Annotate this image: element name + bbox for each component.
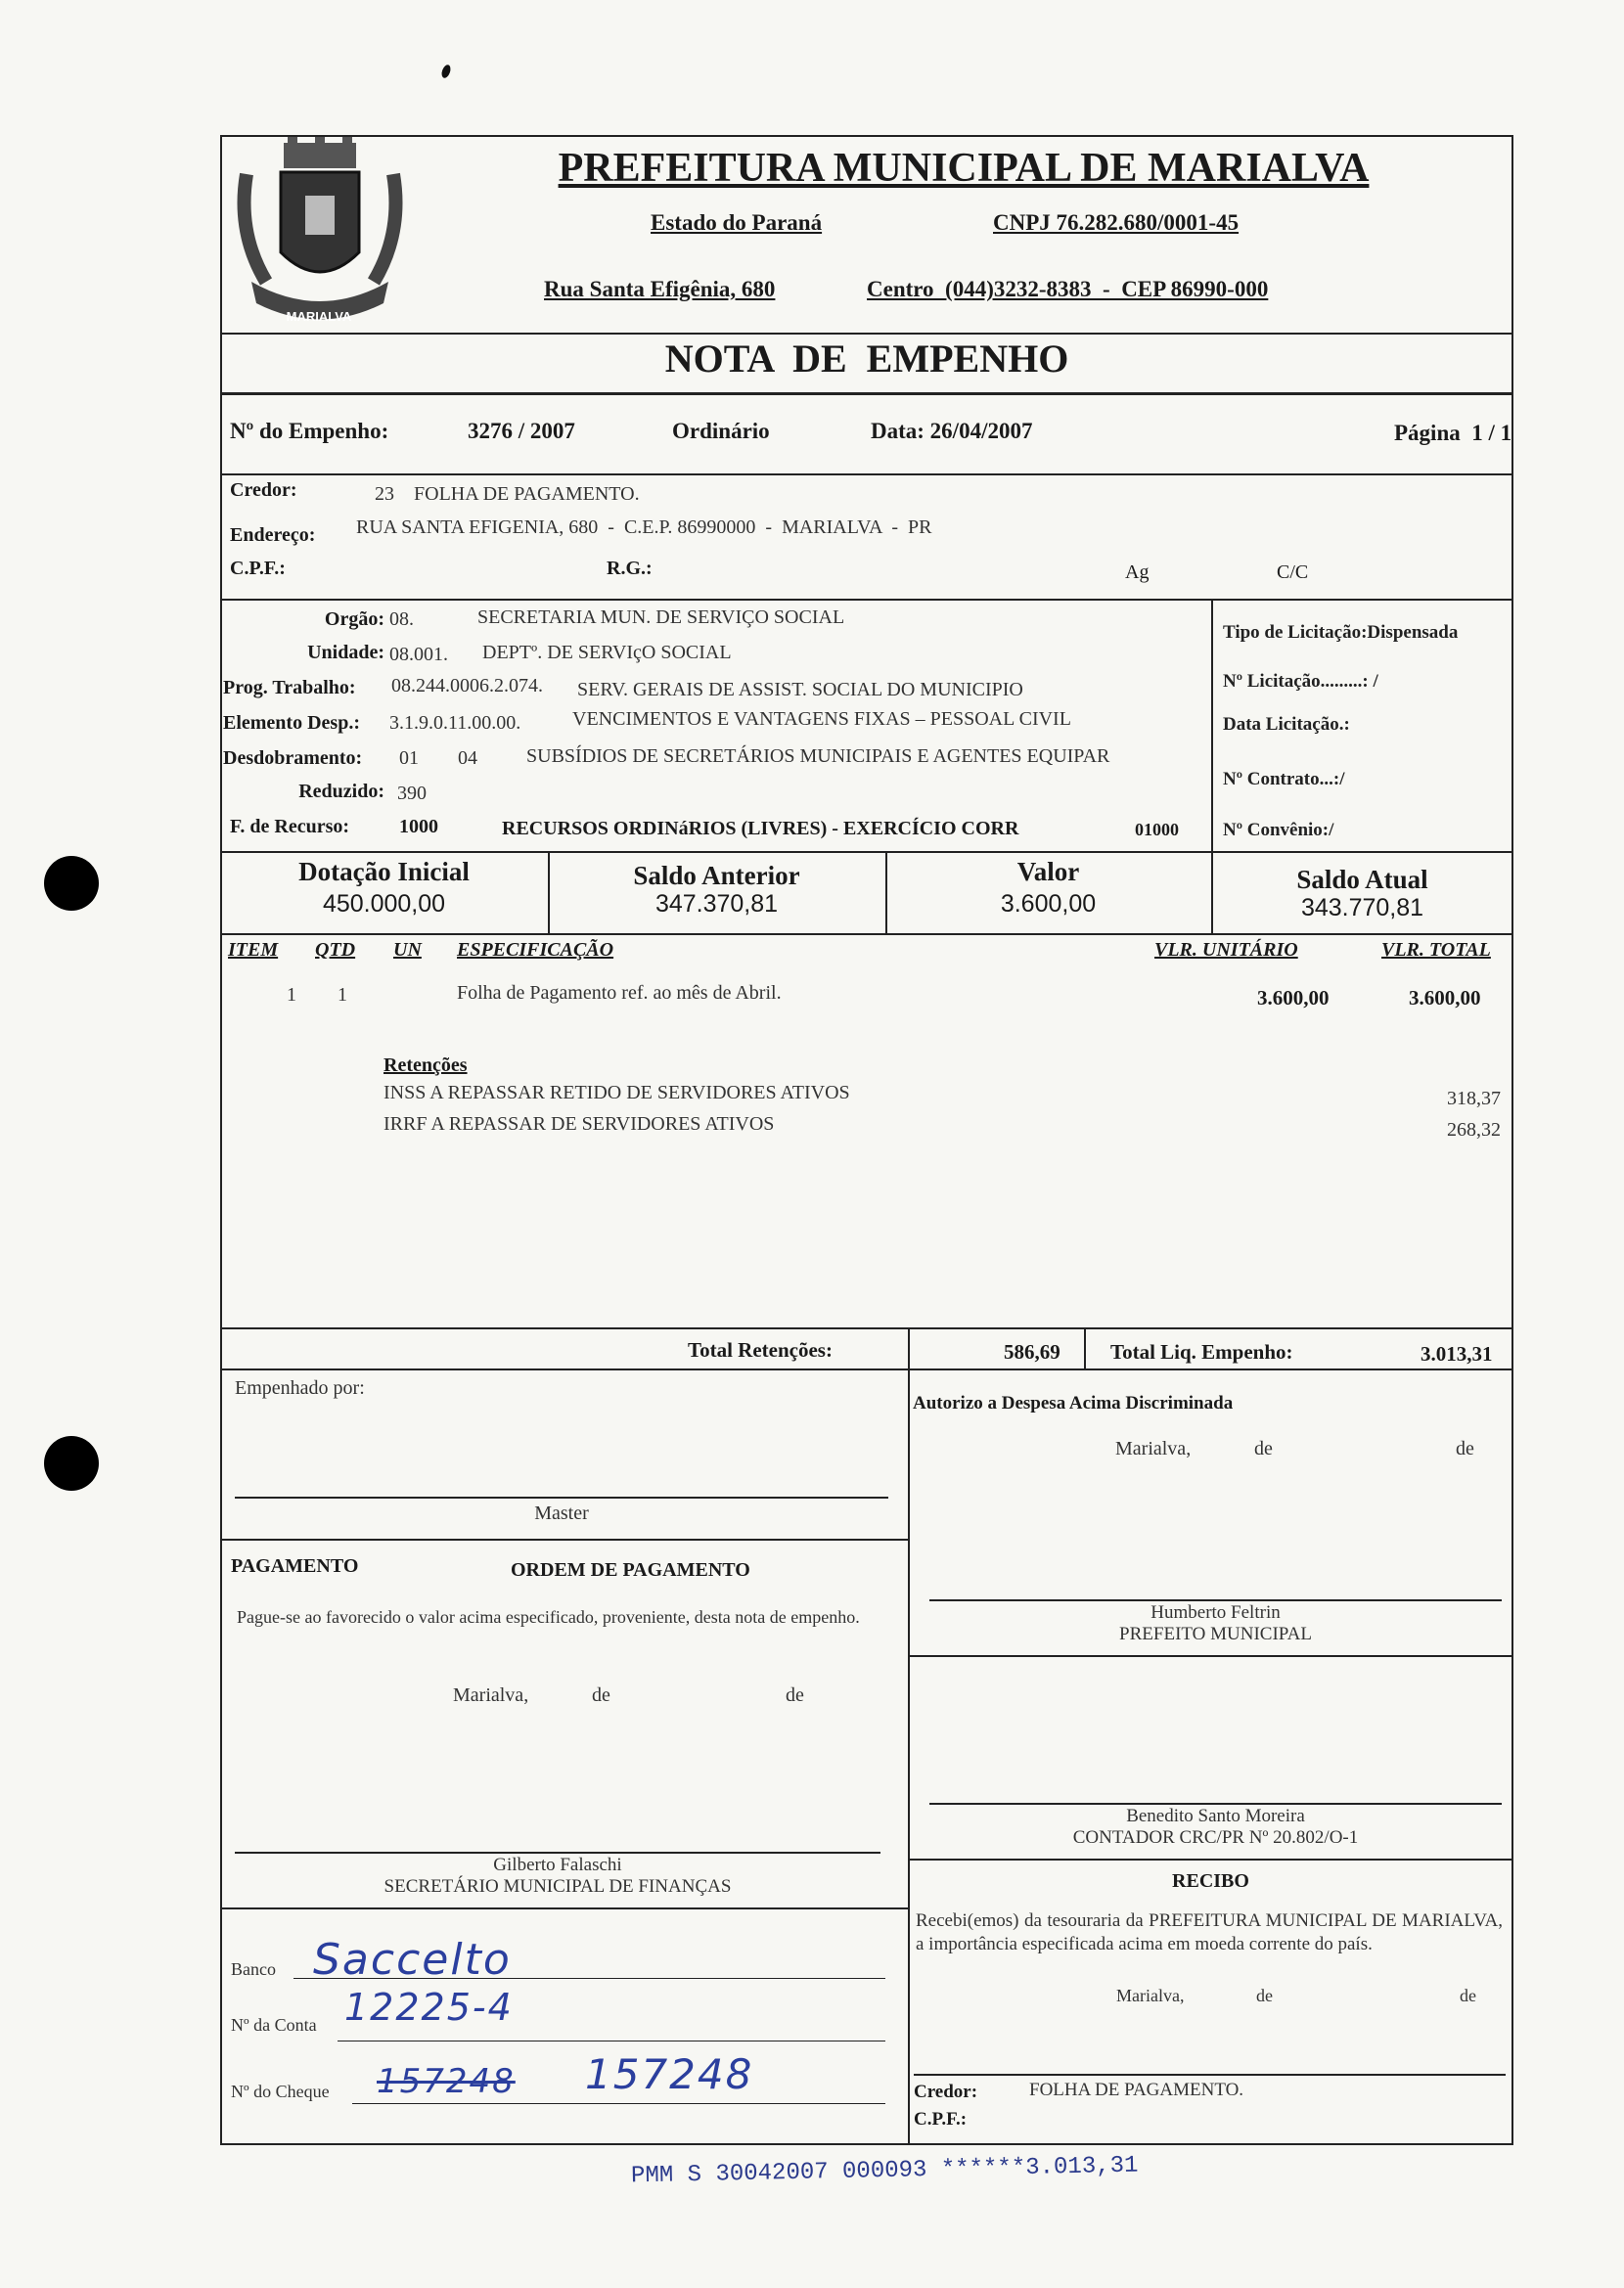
valor-label: Valor: [1016, 857, 1080, 886]
state-label: Estado do Paraná: [651, 210, 823, 235]
divider: [908, 1655, 1513, 1657]
reduzido-value: 390: [397, 783, 427, 804]
elemento-code: 3.1.9.0.11.00.00.: [389, 712, 521, 734]
pagamento-place: Marialva,: [453, 1684, 529, 1706]
desdobramento-label: Desdobramento:: [223, 747, 363, 769]
dotacao-inicial-label: Dotação Inicial: [298, 857, 470, 886]
prog-name: SERV. GERAIS DE ASSIST. SOCIAL DO MUNICIPIO: [577, 679, 1023, 700]
credor-label: Credor:: [230, 479, 297, 501]
signature-line: [929, 1803, 1502, 1805]
empenho-label: Nº do Empenho:: [230, 419, 389, 443]
col-espec: ESPECIFICAÇÃO: [457, 939, 614, 961]
doc-title: NOTA DE EMPENHO: [664, 336, 1069, 381]
autorizo-title: Autorizo a Despesa Acima Discriminada: [913, 1393, 1234, 1413]
total-liquido-label: Total Liq. Empenho:: [1110, 1340, 1293, 1364]
banco-handwritten-value: Saccelto: [313, 1935, 512, 1985]
page-title: PREFEITURA MUNICIPAL DE MARIALVA: [558, 146, 1370, 191]
credor-name: FOLHA DE PAGAMENTO.: [414, 483, 640, 505]
ordem-pagamento-label: ORDEM DE PAGAMENTO: [511, 1559, 750, 1581]
rg-label: R.G.:: [607, 558, 653, 579]
divider: [1084, 1327, 1086, 1368]
retencoes-title: Retenções: [383, 1054, 468, 1076]
col-item: ITEM: [228, 939, 279, 961]
prog-code: 08.244.0006.2.074.: [391, 675, 543, 696]
cheque-label: Nº do Cheque: [231, 2082, 330, 2101]
orgao-name: SECRETARIA MUN. DE SERVIÇO SOCIAL: [477, 606, 845, 628]
street-label: Rua Santa Efigênia, 680: [544, 277, 776, 301]
autorizo-de-2: de: [1456, 1438, 1474, 1459]
orgao-code: 08.: [389, 608, 414, 630]
autorizo-de-1: de: [1254, 1438, 1273, 1459]
conta-handwritten-value: 12225-4: [344, 1986, 514, 2029]
punch-hole-bottom: [44, 1436, 99, 1491]
saldo-anterior-value: 347.370,81: [654, 890, 779, 918]
banco-line: [293, 1978, 885, 1979]
saldo-anterior-label: Saldo Anterior: [633, 861, 800, 890]
col-total: VLR. TOTAL: [1381, 939, 1491, 961]
pagamento-de-1: de: [592, 1684, 610, 1706]
saldo-atual-value: 343.770,81: [1300, 894, 1424, 921]
col-qtd: QTD: [315, 939, 356, 961]
empenhado-name: Master: [534, 1503, 589, 1524]
total-retencoes-value: 586,69: [1004, 1340, 1060, 1364]
signature-line: [235, 1852, 880, 1854]
desdobramento-code: 01: [399, 747, 419, 769]
desdobramento-name: SUBSÍDIOS DE SECRETÁRIOS MUNICIPAIS E AGENTES EQUIPAR: [526, 745, 1110, 767]
empenho-type: Ordinário: [672, 419, 770, 443]
autorizo-place: Marialva,: [1115, 1438, 1192, 1459]
divider: [220, 1907, 908, 1909]
divider: [220, 851, 1513, 853]
pagamento-label: PAGAMENTO: [231, 1555, 359, 1577]
divider: [220, 1539, 908, 1541]
page-number: Página 1 / 1: [1394, 421, 1512, 445]
divider: [908, 1368, 910, 2145]
divider: [1211, 599, 1213, 851]
endereco-value: RUA SANTA EFIGENIA, 680 - C.E.P. 86990000 - MARIALVA - PR: [356, 516, 932, 538]
signature-line: [914, 2074, 1506, 2076]
unidade-label: Unidade:: [307, 642, 384, 663]
retencao-value-1: 318,37: [1447, 1088, 1501, 1109]
cpf-label: C.P.F.:: [230, 558, 286, 579]
contact-label: Centro (044)3232-8383 - CEP 86990-000: [867, 277, 1269, 301]
divider: [908, 1859, 1513, 1861]
dotacao-inicial-value: 450.000,00: [322, 890, 446, 918]
divider: [220, 392, 1513, 395]
divider: [220, 1327, 1513, 1329]
elemento-name: VENCIMENTOS E VANTAGENS FIXAS – PESSOAL CIVIL: [572, 708, 1071, 730]
empenho-date: Data: 26/04/2007: [871, 419, 1033, 443]
divider: [220, 599, 1513, 601]
ag-label: Ag: [1125, 561, 1150, 583]
unidade-code: 08.001.: [389, 644, 448, 665]
pagamento-text: Pague-se ao favorecido o valor acima especificado, proveniente, desta nota de empenho.: [237, 1607, 860, 1627]
numero-convenio: Nº Convênio:/: [1223, 820, 1334, 840]
financas-sig-name: Gilberto Falaschi: [493, 1855, 622, 1875]
contador-sig-role: CONTADOR CRC/PR Nº 20.802/O-1: [1072, 1827, 1359, 1848]
recurso-code: 1000: [399, 816, 438, 837]
footer-stamp: PMM S 30042007 000093 ******3.013,31: [630, 2152, 1139, 2190]
divider: [220, 473, 1513, 475]
contador-sig-name: Benedito Santo Moreira: [1126, 1806, 1305, 1826]
recibo-credor-label: Credor:: [914, 2082, 978, 2102]
tipo-licitacao: Tipo de Licitação:Dispensada: [1223, 622, 1459, 643]
saldo-atual-label: Saldo Atual: [1296, 865, 1428, 894]
pagamento-de-2: de: [786, 1684, 804, 1706]
recibo-cpf-label: C.P.F.:: [914, 2109, 968, 2130]
prefeito-sig-name: Humberto Feltrin: [1150, 1602, 1281, 1623]
retencao-desc-2: IRRF A REPASSAR DE SERVIDORES ATIVOS: [383, 1113, 775, 1135]
recurso-name: RECURSOS ORDINáRIOS (LIVRES) - EXERCÍCIO CORR: [502, 818, 1019, 839]
cc-label: C/C: [1277, 561, 1309, 583]
retencao-value-2: 268,32: [1447, 1119, 1501, 1141]
recibo-credor-value: FOLHA DE PAGAMENTO.: [1029, 2080, 1244, 2100]
scan-mark: [440, 64, 452, 79]
total-liquido-value: 3.013,31: [1421, 1342, 1493, 1366]
divider: [220, 1368, 1513, 1370]
recibo-title: RECIBO: [1172, 1870, 1249, 1892]
recibo-de-1: de: [1256, 1986, 1273, 2005]
item-unitario: 3.600,00: [1257, 986, 1330, 1009]
desdobramento-sub: 04: [458, 747, 477, 769]
item-desc: Folha de Pagamento ref. ao mês de Abril.: [457, 982, 782, 1004]
col-un: UN: [393, 939, 422, 961]
valor-value: 3.600,00: [1000, 890, 1097, 918]
numero-licitacao: Nº Licitação.........: /: [1223, 671, 1378, 692]
signature-line: [235, 1497, 888, 1499]
prog-label: Prog. Trabalho:: [223, 677, 356, 698]
divider: [908, 1327, 910, 1368]
recibo-text: Recebi(emos) da tesouraria da PREFEITURA MUNICIPAL DE MARIALVA, a importância especificada acima em moeda corrente do país.: [916, 1910, 1503, 1954]
empenho-number: 3276 / 2007: [468, 419, 575, 443]
cheque-struck-value: 157248: [377, 2062, 516, 2101]
item-qtd: 1: [338, 984, 347, 1006]
numero-contrato: Nº Contrato...:/: [1223, 769, 1345, 789]
divider: [220, 333, 1513, 335]
cheque-handwritten-value: 157248: [585, 2050, 754, 2098]
total-retencoes-label: Total Retenções:: [688, 1338, 833, 1362]
endereco-label: Endereço:: [230, 524, 316, 546]
conta-label: Nº da Conta: [231, 2015, 317, 2035]
signature-line: [929, 1599, 1502, 1601]
elemento-label: Elemento Desp.:: [223, 712, 360, 734]
item-number: 1: [287, 984, 296, 1006]
retencao-desc-1: INSS A REPASSAR RETIDO DE SERVIDORES ATIVOS: [383, 1082, 850, 1103]
financas-sig-role: SECRETÁRIO MUNICIPAL DE FINANÇAS: [383, 1876, 732, 1897]
punch-hole-top: [44, 856, 99, 911]
col-unitario: VLR. UNITÁRIO: [1154, 939, 1298, 961]
empenhado-label: Empenhado por:: [235, 1377, 365, 1399]
recibo-place: Marialva,: [1116, 1986, 1185, 2005]
divider: [220, 933, 1513, 935]
data-licitacao: Data Licitação.:: [1223, 714, 1350, 735]
recurso-label: F. de Recurso:: [230, 816, 350, 837]
cheque-line: [352, 2103, 885, 2104]
reduzido-label: Reduzido:: [298, 781, 384, 802]
orgao-label: Orgão:: [324, 608, 384, 630]
cnpj-label: CNPJ 76.282.680/0001-45: [993, 210, 1240, 235]
recurso-ref: 01000: [1135, 820, 1179, 839]
prefeito-sig-role: PREFEITO MUNICIPAL: [1119, 1624, 1312, 1644]
recibo-de-2: de: [1460, 1986, 1476, 2005]
item-total: 3.600,00: [1409, 986, 1481, 1009]
unidade-name: DEPTº. DE SERVIçO SOCIAL: [482, 642, 732, 663]
crest-label: MARIALVA: [286, 309, 352, 324]
banco-label: Banco: [231, 1959, 276, 1979]
credor-code: 23: [375, 483, 394, 505]
